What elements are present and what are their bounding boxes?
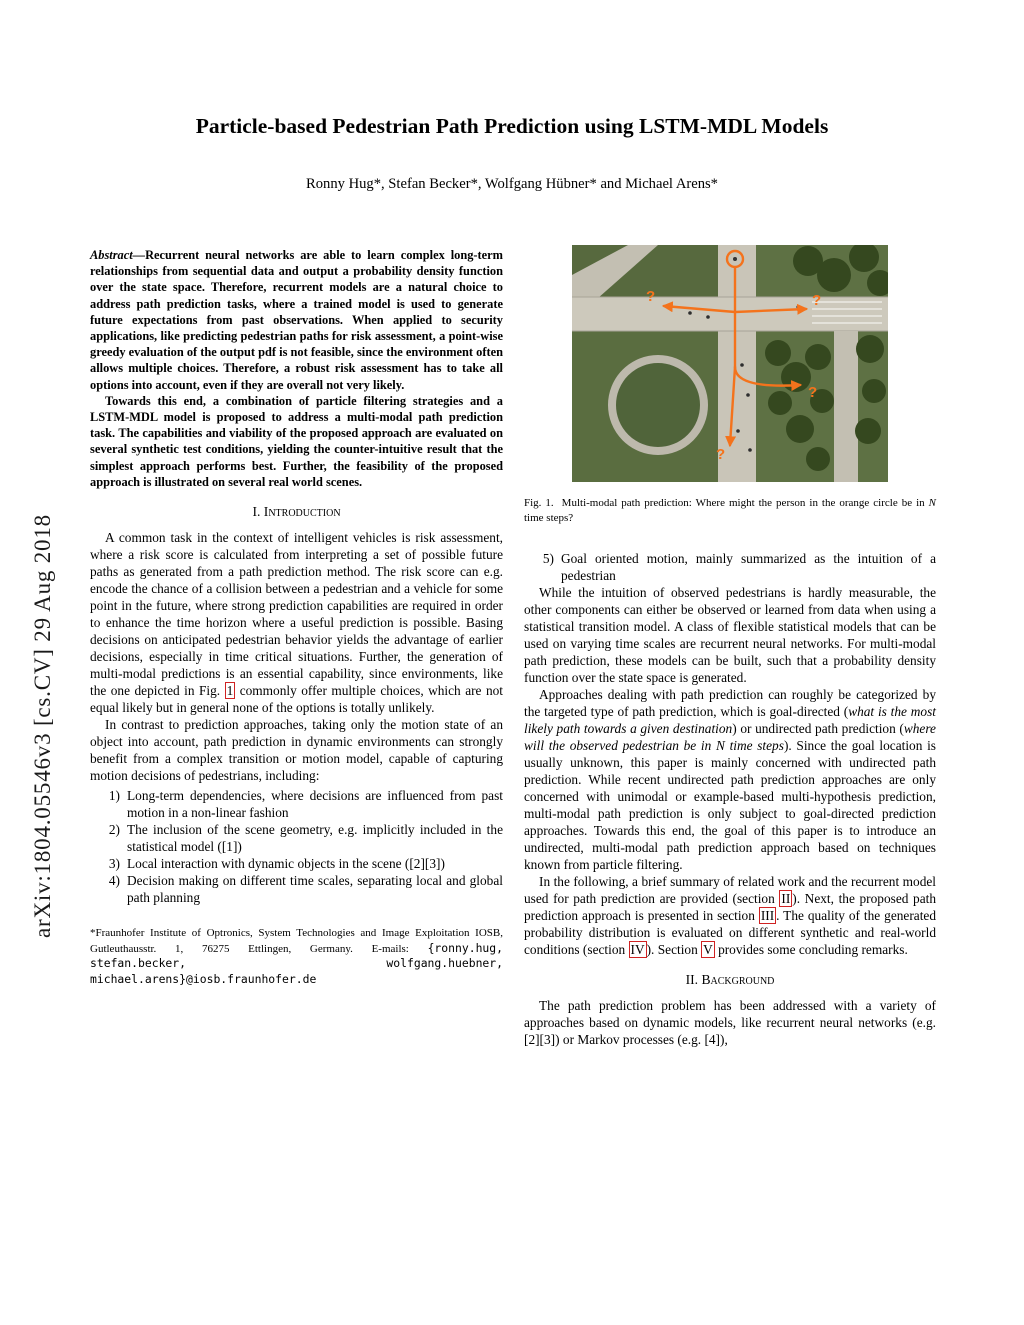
affiliation-footnote xyxy=(90,926,503,987)
list-item xyxy=(90,872,503,906)
section-title: Introduction xyxy=(263,504,341,520)
figure-1 xyxy=(572,245,888,482)
right-paragraph-3-text-2: . The quality of the generated probability distribution is evaluated on different synthetic and real-world conditions (section xyxy=(524,908,937,958)
list-item-number: 5) xyxy=(542,551,554,567)
circular-lawn xyxy=(612,359,704,451)
list-item-text: Local interaction with dynamic objects in the scene ([2][3]) xyxy=(127,856,445,872)
section-4-reference-link[interactable]: IV xyxy=(630,942,645,958)
section-heading-introduction xyxy=(90,504,503,520)
page-title: Particle-based Pedestrian Path Prediction using LSTM-MDL Models xyxy=(195,114,829,138)
abstract-label: Abstract— xyxy=(90,248,146,262)
goal-directed-definition: what is the most likely path towards a given destination xyxy=(524,704,936,737)
question-mark-curve: ? xyxy=(808,384,818,401)
figure-1-reference-link[interactable]: 1 xyxy=(226,683,234,699)
section-number: II. xyxy=(685,972,699,988)
undirected-definition: where will the observed pedestrian be in N time steps xyxy=(524,721,936,754)
intro-paragraph-2 xyxy=(90,716,503,784)
section-5-reference-link[interactable]: V xyxy=(703,942,713,958)
question-mark-bottom: ? xyxy=(716,446,726,463)
right-paragraph-2-text: Approaches dealing with path prediction can roughly be categorized by the targeted type of path prediction, which is goal-directed ( xyxy=(524,687,936,720)
list-item xyxy=(90,821,503,855)
intro-paragraph-2-text: In contrast to prediction approaches, taking only the motion state of an object into account, path prediction in dynamic environments can strongly benefit from a complex transition or motion model, capable of capturing motion decisions of pedestrians, including: xyxy=(90,717,503,784)
background-paragraph-1 xyxy=(524,997,936,1048)
figure-1-caption xyxy=(524,496,936,525)
abstract-text-2: Towards this end, a combination of particle filtering strategies and a LSTM-MDL model is proposed to address a multi-modal path prediction task. The capabilities and viability of the proposed approach are evaluated on several synthetic test conditions, yielding the counter-intuitive result that the simplest approach performs best. Further, the feasibility of the proposed approach is illustrated on several real world scenes. xyxy=(90,393,503,489)
list-item-number: 3) xyxy=(108,856,120,872)
figure-caption-text-end: time steps? xyxy=(524,511,574,524)
intro-paragraph-1-text-cont: commonly offer multiple choices, which are not equal likely but in general none of the options is totally unlikely. xyxy=(90,683,503,716)
right-paragraph-1 xyxy=(524,584,936,686)
list-item xyxy=(90,855,503,872)
list-item xyxy=(90,787,503,821)
background-paragraph-1-text: The path prediction problem has been addressed with a variety of approaches based on dynamic models, like recurrent neural networks (e.g. [2][3]) or Markov processes (e.g. [4]), xyxy=(524,998,936,1048)
list-item-text: Goal oriented motion, mainly summarized as the intuition of a pedestrian xyxy=(561,551,936,584)
right-paragraph-2-text-mid: ) or undirected path prediction ( xyxy=(732,721,904,737)
list-item-number: 2) xyxy=(108,822,120,838)
section-heading-background xyxy=(524,972,936,988)
list-item-number: 4) xyxy=(108,873,120,889)
list-item-text: Decision making on different time scales, separating local and global path planning xyxy=(127,873,503,906)
right-paragraph-2 xyxy=(524,686,936,873)
intro-paragraph-1-text: A common task in the context of intelligent vehicles is risk assessment, where a risk score is calculated from interpreting a set of possible future paths as generated from a path prediction method. The risk score can e.g. encode the chance of a collision between a pedestrian and a vehicle for some point in the future, where strong prediction capabilities are required in order to enhance the time horizon where a useful prediction is possible. Basing decisions on anticipated pedestrian behavior yields the advantage of earlier decisions, especially in time critical situations. Further, the generation of multi-modal predictions is an essential capability, since environments, like the one depicted in Fig. xyxy=(90,530,503,699)
section-title: Background xyxy=(701,972,775,988)
arxiv-banner: arXiv:1804.05546v3 [cs.CV] 29 Aug 2018 xyxy=(30,514,55,938)
question-mark-right: ? xyxy=(812,292,822,309)
list-item-text: Long-term dependencies, where decisions are influenced from past motion in a non-linear fashion xyxy=(127,788,503,821)
right-paragraph-3-text: In the following, a brief summary of related work and the recurrent model used for path prediction are provided (section xyxy=(524,874,936,907)
right-paragraph-1-text: While the intuition of observed pedestrians is hardly measurable, the other components can either be observed or learned from data when using a statistical transition model. A class of flexible statistical models that can be used on varying time scales are recurrent neural networks. For multi-modal path prediction, these models can be built, such that a probability density function over the state space is generated. xyxy=(524,585,936,686)
figure-caption-text: Multi-modal path prediction: Where might the person in the orange circle be in xyxy=(561,497,929,509)
right-paragraph-3-text-1: ). Next, the proposed path prediction approach is presented in section xyxy=(524,891,937,924)
list-item-text: The inclusion of the scene geometry, e.g. implicitly included in the statistical model ([1]) xyxy=(127,822,503,855)
abstract-paragraph-2 xyxy=(90,393,503,490)
right-paragraph-3-text-3: ). Section xyxy=(646,942,702,958)
question-mark-left: ? xyxy=(646,288,656,305)
section-number: I. xyxy=(252,504,261,520)
left-column xyxy=(90,247,503,998)
right-column xyxy=(524,243,936,1048)
affiliation-text: *Fraunhofer Institute of Optronics, System Technologies and Image Exploitation IOSB, Gutleuthausstr. 1, 76275 Ettlingen, Germany. E-mails: xyxy=(90,927,503,955)
figure-caption-variable: N xyxy=(928,497,936,509)
list-item-number: 1) xyxy=(108,788,120,804)
figure-1-aerial-image xyxy=(572,245,888,482)
abstract-text-1: Recurrent neural networks are able to learn complex long-term relationships from sequential data and output a probability density function over the state space. Therefore, recurrent models are a natural choice to address path prediction tasks, where a trained model is used to generate future expectations from past observations. When applied to security applications, like predicting pedestrian paths for risk assessment, a point-wise greedy evaluation of the output pdf is not feasible, since the environment often allows multiple choices. Therefore, a robust risk assessment has to take all options into account, even if they are overall not very likely. xyxy=(90,248,503,392)
intro-paragraph-1 xyxy=(90,529,503,716)
authors-line: Ronny Hug*, Stefan Becker*, Wolfgang Hübner* and Michael Arens* xyxy=(306,176,718,192)
right-paragraph-2-text-end: ). Since the goal location is usually unknown, this paper is mainly concerned with undirected path prediction. While recent undirected path prediction approaches are only concerned with unimodal or example-based multi-hypothesis prediction, multi-modal path prediction is only subject to goal-directed prediction approaches. Towards this end, the goal of this paper is to introduce an undirected, multi-modal path prediction approach based on techniques known from particle filtering. xyxy=(524,738,936,873)
right-paragraph-3 xyxy=(524,873,936,958)
abstract-paragraph-1 xyxy=(90,247,503,393)
motion-factors-list xyxy=(90,787,503,906)
figure-caption-label: Fig. 1. xyxy=(524,497,554,509)
tracked-person-dot xyxy=(733,257,737,261)
email-addresses: {ronny.hug, stefan.becker, wolfgang.huebner, michael.arens}@iosb.fraunhofer.de xyxy=(90,940,503,986)
section-2-reference-link[interactable]: II xyxy=(781,891,791,907)
right-paragraph-3-text-4: provides some concluding remarks. xyxy=(714,942,908,958)
list-item xyxy=(524,550,936,584)
section-3-reference-link[interactable]: III xyxy=(760,908,775,924)
